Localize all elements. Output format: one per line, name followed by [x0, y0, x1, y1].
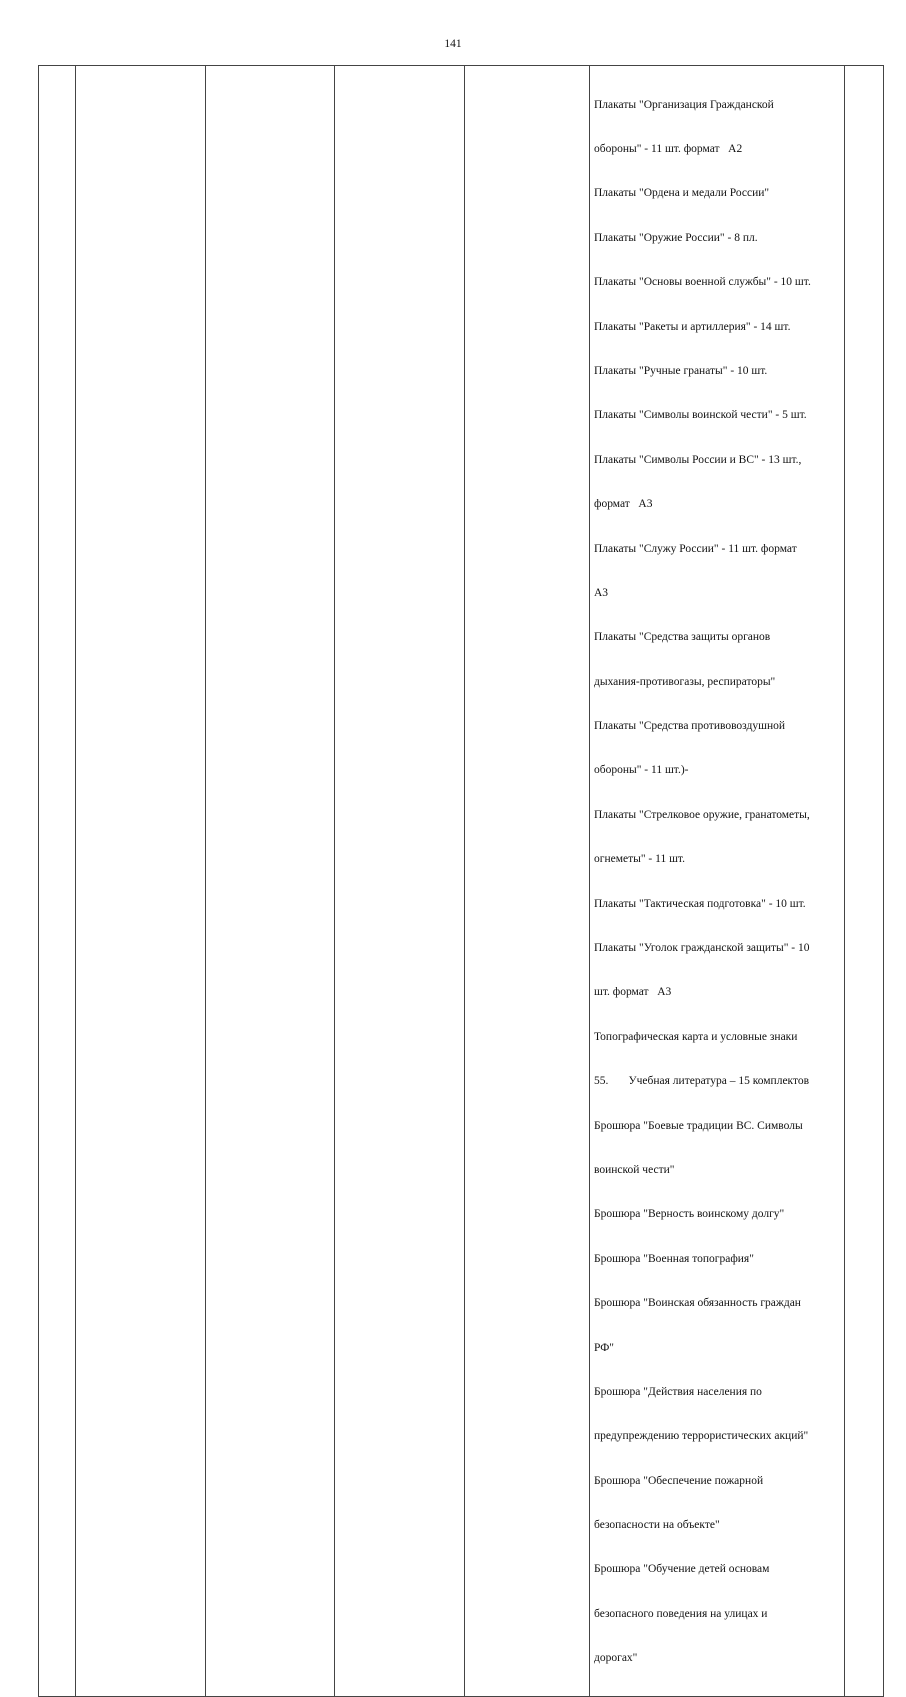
list-line: А3	[594, 586, 609, 599]
list-line: безопасного поведения на улицах и	[594, 1607, 768, 1620]
list-line: Брошюра "Обеспечение пожарной	[594, 1474, 764, 1487]
list-line: воинской чести"	[594, 1163, 675, 1176]
table-cell-7	[845, 66, 884, 1697]
table-cell-5	[465, 66, 590, 1697]
list-line: Брошюра "Верность воинскому долгу"	[594, 1208, 785, 1221]
list-line: шт. формат А3	[594, 986, 672, 999]
list-line: предупреждению террористических акций"	[594, 1430, 809, 1443]
page-number: 141	[444, 38, 462, 50]
list-line: Плакаты "Ракеты и артиллерия" - 14 шт.	[594, 320, 791, 333]
list-line: РФ"	[594, 1341, 614, 1354]
list-line: Плакаты "Средства защиты органов	[594, 631, 771, 644]
list-line: дорогах"	[594, 1652, 638, 1665]
list-line: Плакаты "Организация Гражданской	[594, 98, 774, 111]
list-line: Брошюра "Воинская обязанность граждан	[594, 1297, 801, 1310]
list-line: Плакаты "Символы воинской чести" - 5 шт.	[594, 409, 807, 422]
list-line: дыхания-противогазы, респираторы"	[594, 675, 776, 688]
table-cell-number	[39, 66, 76, 1697]
equipment-list	[590, 66, 844, 1696]
list-line: Плакаты "Оружие России" - 8 пл.	[594, 231, 758, 244]
list-line: Плакаты "Основы военной службы" - 10 шт.	[594, 276, 811, 289]
list-line: Плакаты "Средства противовоздушной	[594, 720, 786, 733]
list-line: Брошюра "Военная топография"	[594, 1252, 754, 1265]
list-line: Брошюра "Обучение детей основам	[594, 1563, 770, 1576]
list-line: Плакаты "Уголок гражданской защиты" - 10	[594, 942, 810, 955]
list-line: формат А3	[594, 498, 653, 511]
list-line: Плакаты "Стрелковое оружие, гранатометы,	[594, 808, 810, 821]
table-cell-equipment-list	[590, 66, 845, 1697]
table-cell-2	[76, 66, 206, 1697]
table-row	[39, 66, 884, 1697]
list-line: Брошюра "Действия населения по	[594, 1385, 762, 1398]
document-table	[38, 65, 884, 1697]
table-cell-4	[335, 66, 465, 1697]
list-line: Плакаты "Ручные гранаты" - 10 шт.	[594, 364, 768, 377]
list-line: безопасности на объекте"	[594, 1519, 720, 1532]
list-line: Топографическая карта и условные знаки	[594, 1030, 798, 1043]
list-line: обороны" - 11 шт.)-	[594, 764, 689, 777]
list-line: Плакаты "Тактическая подготовка" - 10 шт.	[594, 897, 806, 910]
list-line: огнеметы" - 11 шт.	[594, 853, 685, 866]
list-line: Плакаты "Служу России" - 11 шт. формат	[594, 542, 797, 555]
list-line: Плакаты "Ордена и медали России"	[594, 187, 770, 200]
list-line: 55. Учебная литература – 15 комплектов	[594, 1075, 810, 1088]
list-line: Брошюра "Боевые традиции ВС. Символы	[594, 1119, 803, 1132]
list-line: обороны" - 11 шт. формат А2	[594, 142, 743, 155]
list-line: Плакаты "Символы России и ВС" - 13 шт.,	[594, 453, 802, 466]
table-cell-3	[206, 66, 335, 1697]
